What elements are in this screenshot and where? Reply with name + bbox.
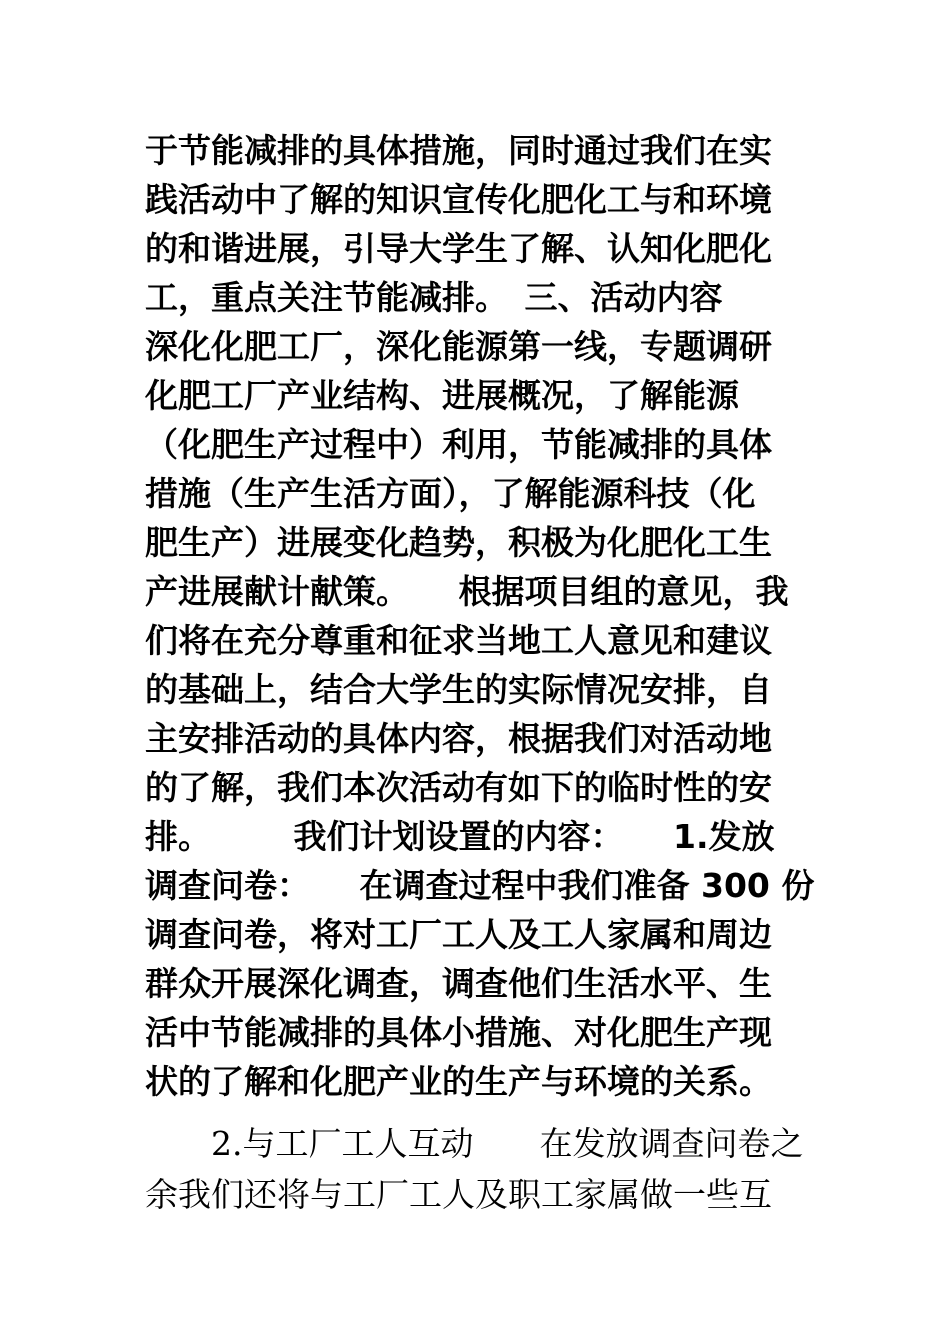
text-line: 措施（生产生活方面），了解能源科技（化	[145, 474, 756, 513]
text-line: 深化化肥工厂，深化能源第一线，专题调研	[145, 327, 772, 366]
bold-paragraph	[145, 126, 825, 1106]
text-line: 调查问卷，将对工厂工人及工人家属和周边	[145, 915, 772, 954]
text-line: 化肥工厂产业结构、进展概况，了解能源	[145, 376, 739, 415]
text-line: （化肥生产过程中）利用，节能减排的具体	[145, 425, 772, 464]
text-line: 群众开展深化调查，调查他们生活水平、生	[145, 964, 772, 1003]
text-line: 2.与工厂工人互动 在发放调查问卷之	[145, 1124, 804, 1163]
text-line: 的了解，我们本次活动有如下的临时性的安	[145, 768, 772, 807]
text-line: 产进展献计献策。 根据项目组的意见，我	[145, 572, 789, 611]
text-line: 状的了解和化肥产业的生产与环境的关系。	[145, 1062, 772, 1101]
text-line: 的基础上，结合大学生的实际情况安排，自	[145, 670, 772, 709]
text-line: 活中节能减排的具体小措施、对化肥生产现	[145, 1013, 772, 1052]
text-line: 排。 我们计划设置的内容： 1.发放	[145, 817, 775, 856]
text-line: 主安排活动的具体内容，根据我们对活动地	[145, 719, 772, 758]
text-line: 肥生产）进展变化趋势，积极为化肥化工生	[145, 523, 772, 562]
text-line: 们将在充分尊重和征求当地工人意见和建议	[145, 621, 772, 660]
text-line: 于节能减排的具体措施，同时通过我们在实	[145, 131, 772, 170]
text-line: 的和谐进展，引导大学生了解、认知化肥化	[145, 229, 772, 268]
text-line: 工，重点关注节能减排。 三、活动内容	[145, 278, 723, 317]
text-line: 践活动中了解的知识宣传化肥化工与和环境	[145, 180, 772, 219]
normal-paragraph	[145, 1118, 825, 1220]
text-line: 调查问卷： 在调查过程中我们准备 300 份	[145, 866, 815, 905]
text-line: 余我们还将与工厂工人及职工家属做一些互	[145, 1175, 772, 1214]
